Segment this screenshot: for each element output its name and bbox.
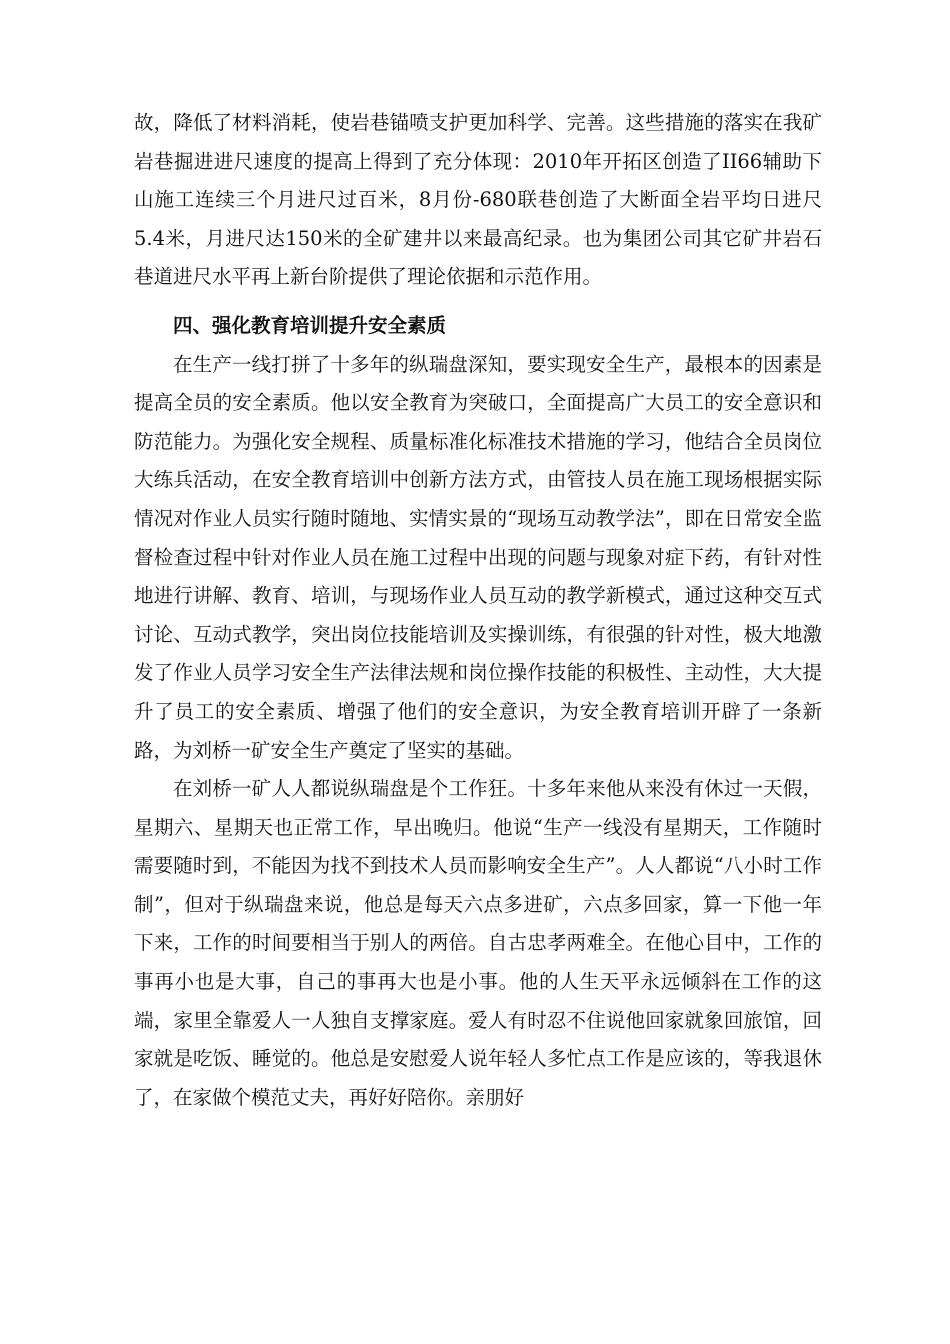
paragraph-safety-training: 在生产一线打拼了十多年的纵瑞盘深知，要实现安全生产，最根本的因素是提高全员的安全素质。他以安全教育为突破口，全面提高广大员工的安全意识和防范能力。为强化安全规程、质量标准化标准技术措施的学习，他结合全员岗位大练兵活动，在安全教育培训中创新方法方式，由管技人员在施工现场根据实际情况对作业人员实行随时随地、实情实景的“现场互动教学法”，即在日常安全监督检查过程中针对作业人员在施工过程中出现的问题与现象对症下药，有针对性地进行讲解、教育、培训，与现场作业人员互动的教学新模式，通过这种交互式讨论、互动式教学，突出岗位技能培训及实操训练，有很强的针对性，极大地激发了作业人员学习安全生产法律法规和岗位操作技能的积极性、主动性，大大提升了员工的安全素质、增强了他们的安全意识，为安全教育培训开辟了一条新路，为刘桥一矿安全生产奠定了坚实的基础。 — [134, 352, 822, 762]
paragraph-continuation: 故，降低了材料消耗，使岩巷锚喷支护更加科学、完善。这些措施的落实在我矿岩巷掘进进尺速度的提高上得到了充分体现：2010年开拓区创造了II66辅助下山施工连续三个月进尺过百米，8月份-680联巷创造了大断面全岩平均日进尺5.4米，月进尺达150米的全矿建井以来最高纪录。也为集团公司其它矿井岩石巷道进尺水平再上新台阶提供了理论依据和示范作用。 — [134, 111, 822, 289]
paragraph-workaholic: 在刘桥一矿人人都说纵瑞盘是个工作狂。十多年来他从来没有休过一天假，星期六、星期天也正常工作，早出晚归。他说“生产一线没有星期天，工作随时需要随时到，不能因为找不到技术人员而影响安全生产”。人人都说“八小时工作制”，但对于纵瑞盘来说，他总是每天六点多进矿，六点多回家，算一下他一年下来，工作的时间要相当于别人的两倍。自古忠孝两难全。在他心目中，工作的事再小也是大事，自己的事再大也是小事。他的人生天平永远倾斜在工作的这端，家里全靠爱人一人独自支撑家庭。爱人有时忍不住说他回家就象回旅馆，回家就是吃饭、睡觉的。他总是安慰爱人说年轻人多忙点工作是应该的，等我退休了，在家做个模范丈夫，再好好陪你。亲朋好 — [134, 777, 822, 1109]
document-body — [134, 104, 822, 1117]
section-heading: 四、强化教育培训提升安全素质 — [173, 313, 447, 337]
